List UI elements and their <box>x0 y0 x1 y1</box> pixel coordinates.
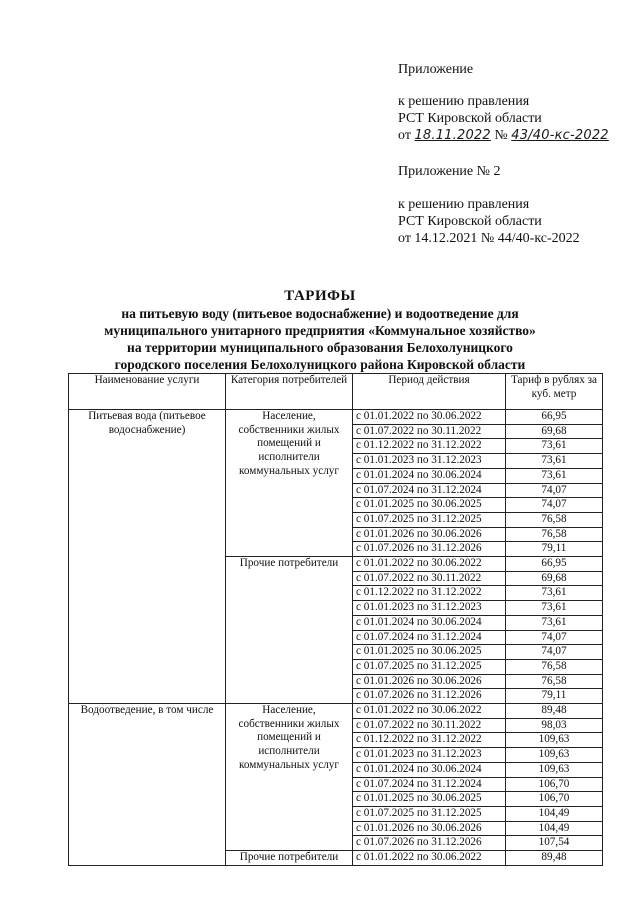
appendix2-label: Приложение № 2 <box>398 164 501 179</box>
tariff-value-cell: 73,61 <box>506 439 603 454</box>
period-cell: с 01.01.2023 по 31.12.2023 <box>353 748 506 763</box>
header-service: Наименование услуги <box>69 374 226 410</box>
tariff-value-cell: 73,61 <box>506 615 603 630</box>
appendix-label: Приложение <box>398 62 474 77</box>
decision-ref-label: к решению правления <box>398 94 530 109</box>
period-cell: с 01.07.2022 по 30.11.2022 <box>353 718 506 733</box>
handwritten-number: 43/40-кс-2022 <box>511 128 609 143</box>
category-cell: Население, собственники жилых помещений и исполнители коммунальных услуг <box>226 704 353 851</box>
tariff-value-cell: 74,07 <box>506 483 603 498</box>
tariff-value-cell: 73,61 <box>506 601 603 616</box>
period-cell: с 01.07.2024 по 31.12.2024 <box>353 630 506 645</box>
tariff-value-cell: 98,03 <box>506 718 603 733</box>
tariff-value-cell: 76,58 <box>506 674 603 689</box>
period-cell: с 01.01.2023 по 31.12.2023 <box>353 601 506 616</box>
table-row <box>69 704 603 719</box>
period-cell: с 01.07.2026 по 31.12.2026 <box>353 689 506 704</box>
tariff-value-cell: 109,63 <box>506 733 603 748</box>
decision-ref-label-2: к решению правления <box>398 197 530 212</box>
tariff-value-cell: 76,58 <box>506 659 603 674</box>
header-tariff: Тариф в рублях за куб. метр <box>506 374 603 410</box>
period-cell: с 01.01.2026 по 30.06.2026 <box>353 527 506 542</box>
title-line-3: на территории муниципального образования Белохолуницкого <box>127 340 513 355</box>
period-cell: с 01.07.2024 по 31.12.2024 <box>353 777 506 792</box>
tariff-value-cell: 73,61 <box>506 468 603 483</box>
table-row <box>69 410 603 425</box>
period-cell: с 01.01.2024 по 30.06.2024 <box>353 468 506 483</box>
period-cell: с 01.07.2025 по 31.12.2025 <box>353 659 506 674</box>
tariffs-table-body <box>69 410 603 866</box>
period-cell: с 01.01.2025 по 30.06.2025 <box>353 645 506 660</box>
tariff-value-cell: 73,61 <box>506 586 603 601</box>
tariff-value-cell: 107,54 <box>506 836 603 851</box>
period-cell: с 01.01.2025 по 30.06.2025 <box>353 792 506 807</box>
period-cell: с 01.07.2026 по 31.12.2026 <box>353 836 506 851</box>
org-name-2: РСТ Кировской области <box>398 214 542 229</box>
period-cell: с 01.07.2026 по 31.12.2026 <box>353 542 506 557</box>
number-sign: № <box>494 128 508 143</box>
header-period: Период действия <box>353 374 506 410</box>
period-cell: с 01.07.2024 по 31.12.2024 <box>353 483 506 498</box>
period-cell: с 01.07.2022 по 30.11.2022 <box>353 424 506 439</box>
tariff-value-cell: 66,95 <box>506 557 603 572</box>
period-cell: с 01.01.2022 по 30.06.2022 <box>353 704 506 719</box>
tariff-value-cell: 79,11 <box>506 542 603 557</box>
service-name-cell: Питьевая вода (питьевое водоснабжение) <box>69 410 226 704</box>
period-cell: с 01.01.2024 по 30.06.2024 <box>353 615 506 630</box>
tariff-value-cell: 109,63 <box>506 762 603 777</box>
tariff-value-cell: 104,49 <box>506 821 603 836</box>
category-cell: Прочие потребители <box>226 851 353 866</box>
tariff-value-cell: 66,95 <box>506 410 603 425</box>
tariff-value-cell: 74,07 <box>506 498 603 513</box>
title-line-1: на питьевую воду (питьевое водоснабжение) и водоотведение для <box>121 306 519 321</box>
title-line-4: городского поселения Белохолуницкого района Кировской области <box>114 357 526 372</box>
tariff-value-cell: 76,58 <box>506 527 603 542</box>
period-cell: с 01.01.2025 по 30.06.2025 <box>353 498 506 513</box>
tariff-value-cell: 76,58 <box>506 512 603 527</box>
period-cell: с 01.01.2026 по 30.06.2026 <box>353 821 506 836</box>
tariff-value-cell: 89,48 <box>506 704 603 719</box>
tariffs-table <box>68 373 603 866</box>
table-header-row <box>69 374 603 410</box>
tariff-value-cell: 74,07 <box>506 630 603 645</box>
tariff-value-cell: 104,49 <box>506 806 603 821</box>
org-name: РСТ Кировской области <box>398 111 542 126</box>
tariff-value-cell: 109,63 <box>506 748 603 763</box>
category-cell: Население, собственники жилых помещений и исполнители коммунальных услуг <box>226 410 353 557</box>
title-line-2: муниципального унитарного предприятия «Коммунальное хозяйство» <box>104 323 536 338</box>
service-name-cell: Водоотведение, в том числе <box>69 704 226 866</box>
tariff-value-cell: 106,70 <box>506 777 603 792</box>
handwritten-date: 18.11.2022 <box>414 128 491 143</box>
tariff-value-cell: 89,48 <box>506 851 603 866</box>
decision-date-line <box>398 128 609 144</box>
period-cell: с 01.12.2022 по 31.12.2022 <box>353 439 506 454</box>
page-title: ТАРИФЫ <box>284 288 356 304</box>
period-cell: с 01.07.2025 по 31.12.2025 <box>353 512 506 527</box>
period-cell: с 01.01.2022 по 30.06.2022 <box>353 851 506 866</box>
header-category: Категория потребителей <box>226 374 353 410</box>
tariff-value-cell: 73,61 <box>506 454 603 469</box>
period-cell: с 01.01.2022 по 30.06.2022 <box>353 410 506 425</box>
tariff-value-cell: 74,07 <box>506 645 603 660</box>
period-cell: с 01.01.2022 по 30.06.2022 <box>353 557 506 572</box>
from-prefix: от <box>398 128 411 143</box>
period-cell: с 01.12.2022 по 31.12.2022 <box>353 586 506 601</box>
decision-date-line-2: от 14.12.2021 № 44/40-кс-2022 <box>398 231 580 246</box>
period-cell: с 01.07.2022 по 30.11.2022 <box>353 571 506 586</box>
tariff-value-cell: 106,70 <box>506 792 603 807</box>
category-cell: Прочие потребители <box>226 557 353 704</box>
period-cell: с 01.01.2026 по 30.06.2026 <box>353 674 506 689</box>
tariff-value-cell: 79,11 <box>506 689 603 704</box>
period-cell: с 01.07.2025 по 31.12.2025 <box>353 806 506 821</box>
tariff-value-cell: 69,68 <box>506 571 603 586</box>
period-cell: с 01.01.2024 по 30.06.2024 <box>353 762 506 777</box>
period-cell: с 01.12.2022 по 31.12.2022 <box>353 733 506 748</box>
period-cell: с 01.01.2023 по 31.12.2023 <box>353 454 506 469</box>
tariff-value-cell: 69,68 <box>506 424 603 439</box>
